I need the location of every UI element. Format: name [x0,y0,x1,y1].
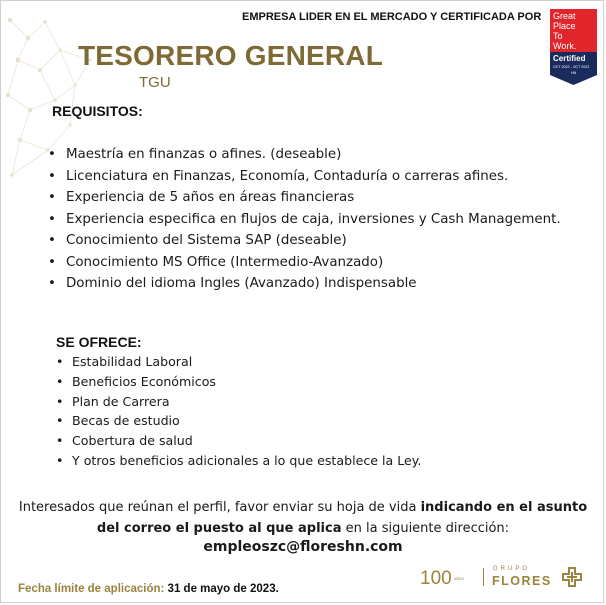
deadline-value: 31 de mayo de 2023. [164,583,279,595]
list-item: • Dominio del idioma Ingles (Avanzado) Indispensable [48,273,568,295]
requirements-heading: REQUISITOS: [52,103,143,119]
list-item: • Becas de estudio [54,411,534,431]
list-item: • Estabilidad Laboral [54,352,534,372]
offer-heading: SE OFRECE: [56,334,142,350]
deadline-label: Fecha límite de aplicación: [18,583,165,595]
grupo-flores-cross-icon [562,567,582,587]
list-item: • Beneficios Económicos [54,372,534,392]
list-item: • Experiencia de 5 años en áreas financieras [48,187,568,209]
certification-banner: EMPRESA LIDER EN EL MERCADO Y CERTIFICADA POR [242,11,542,23]
logo-divider [483,568,484,586]
great-place-to-work-badge [550,9,597,85]
logo-100-text: 100 [420,568,452,589]
grupo-label: GRUPO [493,566,531,572]
contact-email[interactable]: empleoszc@floreshn.com [203,539,403,555]
list-item: • Plan de Carrera [54,392,534,412]
badge-line1: Great [553,11,576,21]
application-instructions [14,497,592,539]
badge-line3: To [553,31,563,41]
list-item: • Conocimiento MS Office (Intermedio-Avanzado) [48,252,568,274]
application-deadline [18,583,279,595]
badge-period: OCT 2022 - OCT 2023 [553,65,590,69]
list-item: • Conocimiento del Sistema SAP (deseable) [48,230,568,252]
100-years-logo [420,564,470,590]
job-title: TESORERO GENERAL [78,40,384,71]
job-location: TGU [139,74,171,91]
list-item: • Y otros beneficios adicionales a lo que establece la Ley. [54,451,534,471]
badge-line2: Place [553,21,576,31]
logo-years-text: AÑOS [454,577,464,581]
list-item: • Experiencia especifica en flujos de caja, inversiones y Cash Management. [48,209,568,231]
instructions-emphasis: indicando en el asunto del correo el puesto al que aplica [96,500,588,536]
list-item: • Licenciatura en Finanzas, Economía, Contaduría o carreras afines. [48,166,568,188]
instructions-text: Interesados que reúnan el perfil, favor enviar su hoja de vida [18,500,421,515]
offer-list [54,352,534,471]
badge-certified: Certified [553,54,586,63]
flores-label: FLORES [492,574,552,588]
instructions-text-end: en la siguiente dirección: [341,521,510,536]
badge-country: HN [571,71,577,75]
requirements-list [48,144,568,295]
badge-line4: Work. [553,41,577,51]
list-item: • Maestría en finanzas o afines. (deseable) [48,144,568,166]
list-item: • Cobertura de salud [54,431,534,451]
